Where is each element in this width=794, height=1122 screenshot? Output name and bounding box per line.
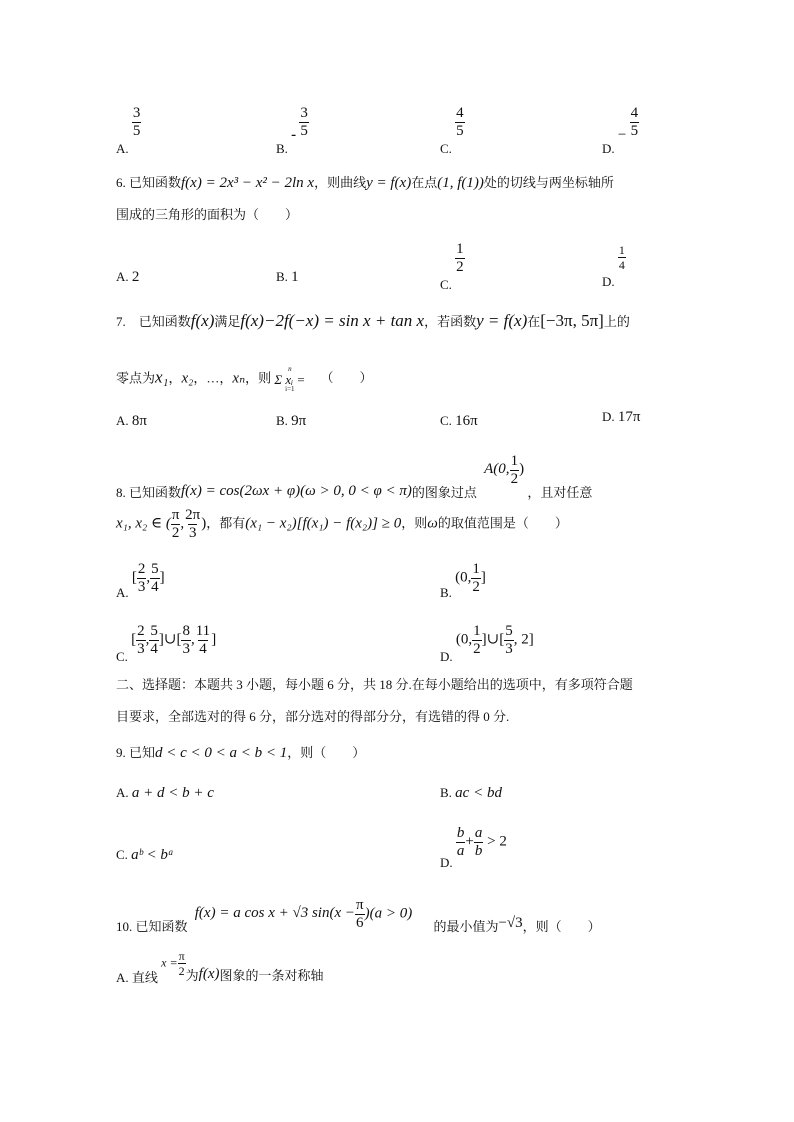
function-expression: f(x) = a cos x + √3 sin(x − — [194, 905, 355, 922]
minus-sign: - — [291, 127, 297, 144]
q10-option-a: A. 直线 x = $\frac{\pi}{2}$ 为f(x)图象的一条对称轴 — [116, 949, 324, 986]
option-label: D. — [602, 141, 615, 157]
q5-option-a — [116, 105, 141, 157]
function-expression: f(x) = 2x³ − x² − 2ln x — [181, 175, 315, 191]
q6-option-a: A. 2 — [116, 269, 140, 285]
q9-option-b: B. ac < bd — [440, 785, 502, 801]
q8-option-c: C. [ $\frac{2}{3}$ , $\frac{5}{4}$ ]∪[ $\frac{8}{3}$ , $\frac{11}{4}$ ] — [116, 623, 217, 665]
option-label: C. — [440, 141, 452, 157]
q7-stem-line2: 零点为x₁，x₂，…，xₙ，则 n Σ xᵢ = i=1 （ ） — [116, 365, 373, 393]
q8-option-b: B. (0, $\frac{1}{2}$ ] — [440, 561, 486, 601]
q8-option-a: A. [ $\frac{2}{3}$ , $\frac{5}{4}$ ] — [116, 561, 165, 601]
q5-option-b — [276, 105, 309, 157]
q6-stem: 6. 已知函数f(x) = 2x³ − x² − 2ln x，则曲线y = f(x)在点(1, f(1))处的切线与两坐标轴所 — [116, 175, 614, 191]
summation: n Σ xᵢ = i=1 — [274, 365, 306, 393]
option-label: B. — [276, 141, 288, 157]
q6-stem-line2: 围成的三角形的面积为（ ） — [116, 207, 299, 222]
q6-option-c: C. $\frac{1}{2}$ — [440, 241, 464, 293]
q9-option-d: D. $\frac{b}{a}$ + $\frac{a}{b}$ > 2 — [440, 825, 507, 871]
fraction: $\frac{1}{4}$ — [618, 243, 625, 272]
q8-stem: 8. 已知函数f(x) = cos(2ωx + φ)(ω > 0, 0 < φ < π)的图象过点 A(0, $\frac{1}{2}$ ) ，且对任意 — [116, 453, 593, 501]
q10-stem: 10. 已知函数 f(x) = a cos x + √3 sin(x − $\frac{\pi}{6}$ )(a > 0) 的最小值为−√3，则（ ） — [116, 897, 601, 935]
fraction: $\frac{4}{5}$ — [456, 105, 464, 139]
fraction: $\frac{3}{5}$ — [300, 105, 308, 139]
fraction: $\frac{1}{2}$ — [456, 241, 464, 275]
point-a: A(0, $\frac{1}{2}$ ) — [484, 453, 525, 487]
fraction: $\frac{4}{5}$ — [630, 105, 639, 139]
fraction: $\frac{3}{5}$ — [132, 105, 141, 139]
q6-option-b: B. 1 — [276, 269, 299, 285]
inequality-chain: d < c < 0 < a < b < 1 — [155, 745, 288, 761]
option-label: A. — [116, 141, 129, 157]
q8-option-d: D. (0, $\frac{1}{2}$ ]∪[ $\frac{5}{3}$ , 2] — [440, 623, 534, 665]
q5-option-d — [602, 105, 639, 157]
section-2-heading: 二、选择题：本题共 3 小题，每小题 6 分，共 18 分.在每小题给出的选项中，有多项符合题 — [116, 677, 633, 692]
q5-option-c — [440, 105, 465, 157]
q7-option-c: C. 16π — [440, 413, 478, 429]
q6-option-d: D. $\frac{1}{4}$ — [602, 243, 625, 290]
q9-stem: 9. 已知d < c < 0 < a < b < 1，则（ ） — [116, 745, 366, 761]
q9-option-a: A. a + d < b + c — [116, 785, 214, 801]
q9-option-c: C. aᵇ < bᵃ — [116, 847, 174, 863]
functional-equation: f(x)−2f(−x) = sin x + tan x — [240, 311, 425, 330]
q7-option-b: B. 9π — [276, 413, 307, 429]
minus-sign: − — [617, 127, 627, 144]
function-expression: f(x) = cos(2ωx + φ)(ω > 0, 0 < φ < π) — [181, 483, 412, 500]
monotonic-condition: (x₁ − x₂)[f(x₁) − f(x₂)] ≥ 0 — [245, 515, 402, 532]
q7-option-d: D. 17π — [602, 409, 641, 425]
section-2-heading-line2: 目要求，全部选对的得 6 分，部分选对的得部分分，有选错的得 0 分. — [116, 709, 510, 724]
q7-option-a: A. 8π — [116, 413, 147, 429]
q8-stem-line2: x₁, x₂ ∈ ( $\frac{\pi}{2}$ , $\frac{2\pi}{3}$ )，都有(x₁ − x₂)[f(x₁) − f(x₂)] ≥ 0，则ω的取值范围是（ ） — [116, 507, 568, 541]
q7-stem: 7. 已知函数f(x)满足f(x)−2f(−x) = sin x + tan x，若函数y = f(x)在[−3π, 5π]上的 — [116, 311, 630, 330]
